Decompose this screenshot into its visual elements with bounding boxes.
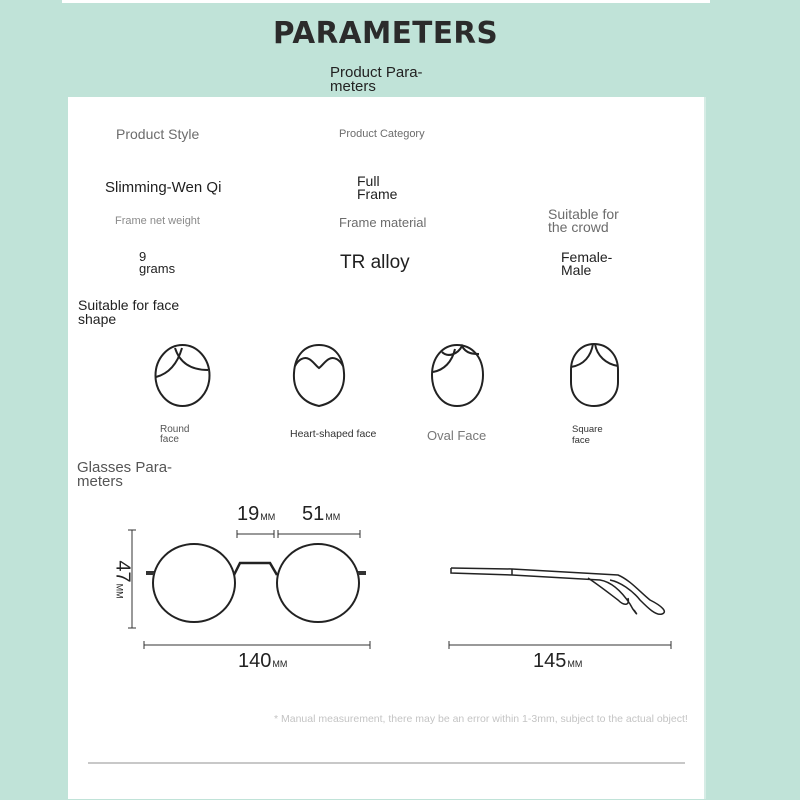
square-face-label-line1: Square bbox=[572, 424, 603, 435]
face-shape-title-line2: shape bbox=[78, 311, 117, 327]
section-subtitle: Product Para- meters bbox=[330, 64, 423, 95]
lens-height-value: 47 bbox=[111, 560, 134, 583]
lens-height-label bbox=[111, 550, 134, 610]
product-style-label: Product Style bbox=[116, 126, 200, 142]
page-title: PARAMETERS bbox=[273, 16, 499, 51]
oval-face-label: Oval Face bbox=[427, 428, 487, 443]
face-shape-title-line1: Suitable for face bbox=[78, 297, 180, 313]
frame-weight-value-line1: 9 bbox=[139, 249, 147, 264]
lens-width-unit: MM bbox=[325, 512, 341, 522]
frame-width-value: 140 bbox=[238, 650, 272, 672]
frame-weight-label: Frame net weight bbox=[115, 215, 200, 227]
frame-material-label: Frame material bbox=[339, 215, 427, 230]
round-face-label-line2: face bbox=[160, 434, 179, 445]
crowd-label-line1: Suitable for bbox=[548, 206, 619, 222]
crowd-label-line2: the crowd bbox=[548, 219, 609, 235]
lens-width-value: 51 bbox=[302, 503, 325, 525]
product-style-value: Slimming-Wen Qi bbox=[105, 179, 222, 196]
temple-length-label bbox=[533, 650, 582, 673]
temple-length-unit: MM bbox=[567, 659, 583, 669]
bridge-width-label bbox=[237, 503, 275, 526]
lens-width-label bbox=[302, 503, 340, 526]
product-category-value-line1: Full bbox=[357, 173, 380, 189]
glasses-params-title-line1: Glasses Para- bbox=[77, 459, 173, 476]
crowd-value-line1: Female- bbox=[561, 249, 613, 265]
measurement-note: * Manual measurement, there may be an error within 1-3mm, subject to the actual object! bbox=[274, 713, 688, 725]
square-face-label-line2: face bbox=[572, 435, 590, 446]
crowd-value-line2: Male bbox=[561, 262, 592, 278]
bridge-width-value: 19 bbox=[237, 503, 260, 525]
temple-length-value: 145 bbox=[533, 650, 567, 672]
bottom-divider bbox=[88, 762, 685, 764]
lens-height-unit: MM bbox=[114, 583, 125, 599]
glasses-params-title-line2: meters bbox=[77, 473, 123, 490]
bridge-width-unit: MM bbox=[260, 512, 276, 522]
product-category-label: Product Category bbox=[339, 128, 425, 140]
product-category-value-line2: Frame bbox=[357, 186, 398, 202]
frame-weight-value-line2: grams bbox=[139, 261, 176, 276]
frame-width-unit: MM bbox=[272, 659, 288, 669]
frame-width-label bbox=[238, 650, 287, 673]
round-face-label-line1: Round bbox=[160, 424, 190, 435]
heart-face-label: Heart-shaped face bbox=[290, 428, 377, 440]
frame-material-value: TR alloy bbox=[340, 252, 410, 273]
